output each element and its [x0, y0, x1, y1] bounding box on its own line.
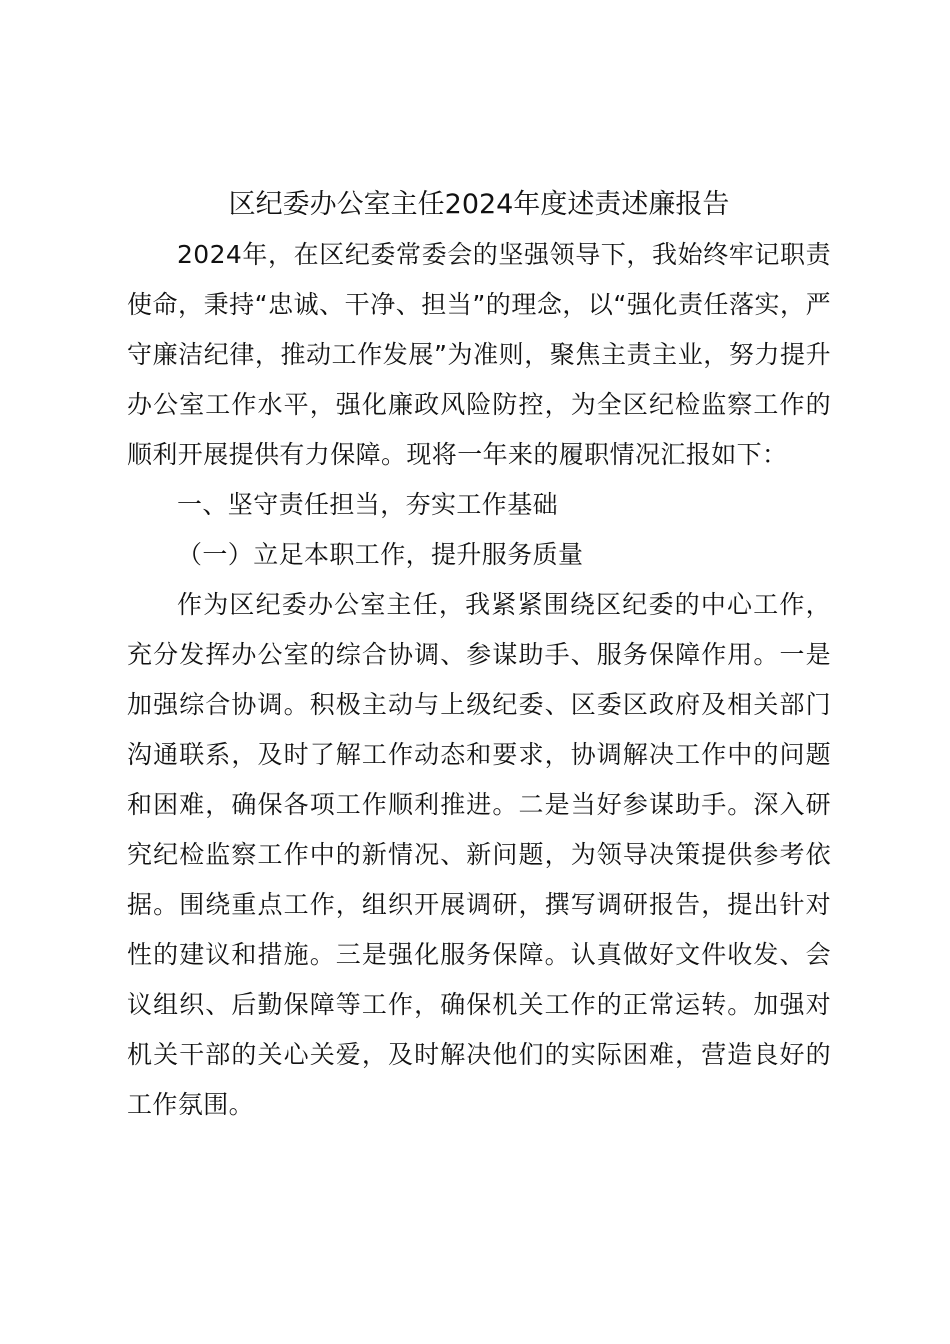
document-title: 区纪委办公室主任2024年度述责述廉报告 — [228, 189, 730, 220]
document-content — [127, 180, 831, 1130]
intro-paragraph: 2024年，在区纪委常委会的坚强领导下，我始终牢记职责使命，秉持“忠诚、干净、担当”的理念，以“强化责任落实，严守廉洁纪律，推动工作发展”为准则，聚焦主责主业，努力提升办公室工作水平，强化廉政风险防控，为全区纪检监察工作的顺利开展提供有力保障。现将一年来的履职情况汇报如下： — [127, 240, 831, 469]
section-heading-1: 一、坚守责任担当，夯实工作基础 — [177, 490, 559, 519]
subsection-heading-1: （一）立足本职工作，提升服务质量 — [177, 540, 584, 569]
subsection-body-1: 作为区纪委办公室主任，我紧紧围绕区纪委的中心工作，充分发挥办公室的综合协调、参谋助手、服务保障作用。一是加强综合协调。积极主动与上级纪委、区委区政府及相关部门沟通联系，及时了解工作动态和要求，协调解决工作中的问题和困难，确保各项工作顺利推进。二是当好参谋助手。深入研究纪检监察工作中的新情况、新问题，为领导决策提供参考依据。围绕重点工作，组织开展调研，撰写调研报告，提出针对性的建议和措施。三是强化服务保障。认真做好文件收发、会议组织、后勤保障等工作，确保机关工作的正常运转。加强对机关干部的关心关爱，及时解决他们的实际困难，营造良好的工作氛围。 — [127, 590, 831, 1119]
